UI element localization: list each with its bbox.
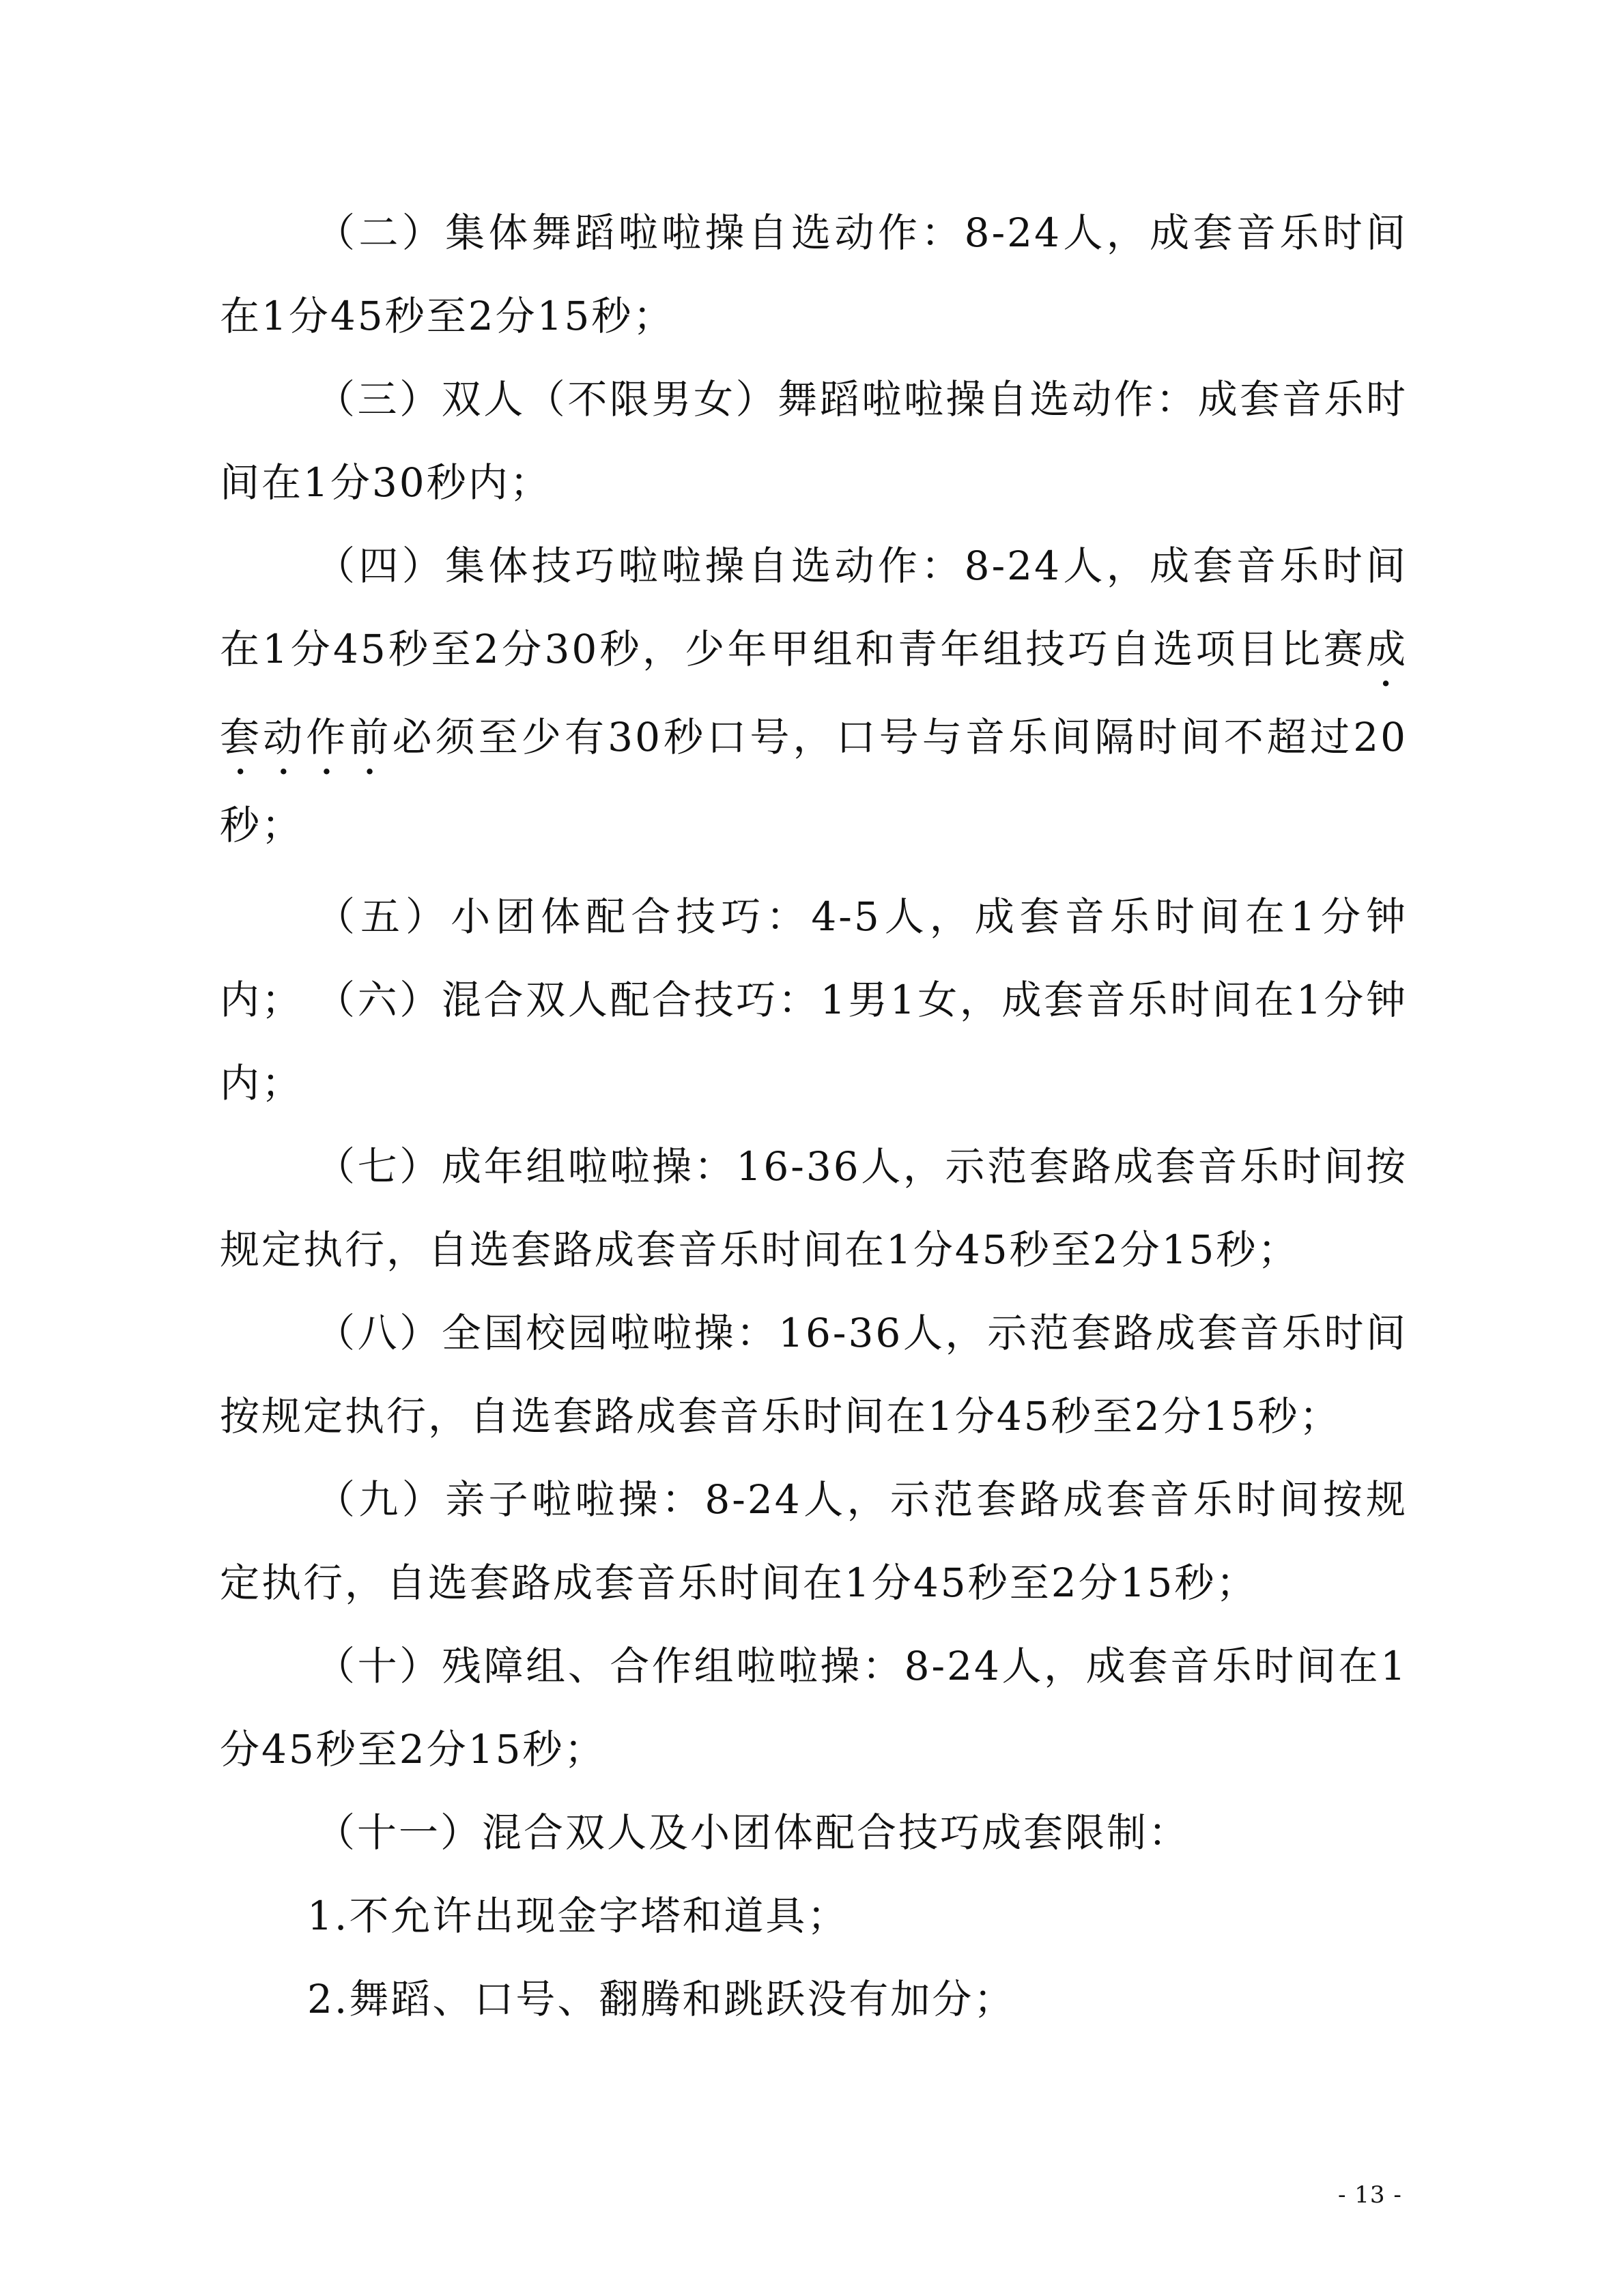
paragraph-item-10: （十）残障组、合作组啦啦操：8-24人，成套音乐时间在1分45秒至2分15秒； [220,1643,1408,1773]
paragraph-item-7: （七）成年组啦啦操：16-36人，示范套路成套音乐时间按规定执行，自选套路成套音乐时间在1分45秒至2分15秒； [220,1143,1408,1273]
paragraph-item-3: （三）双人（不限男女）舞蹈啦啦操自选动作：成套音乐时间在1分30秒内； [220,376,1408,506]
paragraph-item-4-text-rest: 必须至少有30秒口号，口号与音乐间隔时间不超过20秒； [220,714,1408,848]
paragraph-item-6: （六）混合双人配合技巧：1男1女，成套音乐时间在1分钟内； [220,977,1408,1106]
paragraph-item-2: （二）集体舞蹈啦啦操自选动作：8-24人，成套音乐时间在1分45秒至2分15秒； [220,210,1408,339]
paragraph-item-4 [220,524,1408,867]
page-number: - 13 - [1338,2181,1402,2209]
emphasized-phrase: 成套动作前 [220,626,1408,760]
paragraph-item-11: （十一）混合双人及小团体配合技巧成套限制： [315,1809,1191,1856]
restriction-item-1: 1.不允许出现金字塔和道具； [307,1893,849,1939]
paragraph-item-9: （九）亲子啦啦操：8-24人，示范套路成套音乐时间按规定执行，自选套路成套音乐时间在1分45秒至2分15秒； [220,1476,1408,1606]
paragraph-item-4-text: （四）集体技巧啦啦操自选动作：8-24人，成套音乐时间在1分45秒至2分30秒，少年甲组和青年组技巧自选项目比赛 [220,543,1408,672]
paragraph-item-8: （八）全国校园啦啦操：16-36人，示范套路成套音乐时间按规定执行，自选套路成套音乐时间在1分45秒至2分15秒； [220,1310,1408,1439]
paragraph-item-5: （五）小团体配合技巧：4-5人，成套音乐时间在1分钟内； [220,893,1408,1023]
restriction-item-2: 2.舞蹈、口号、翻腾和跳跃没有加分； [307,1976,1016,2022]
